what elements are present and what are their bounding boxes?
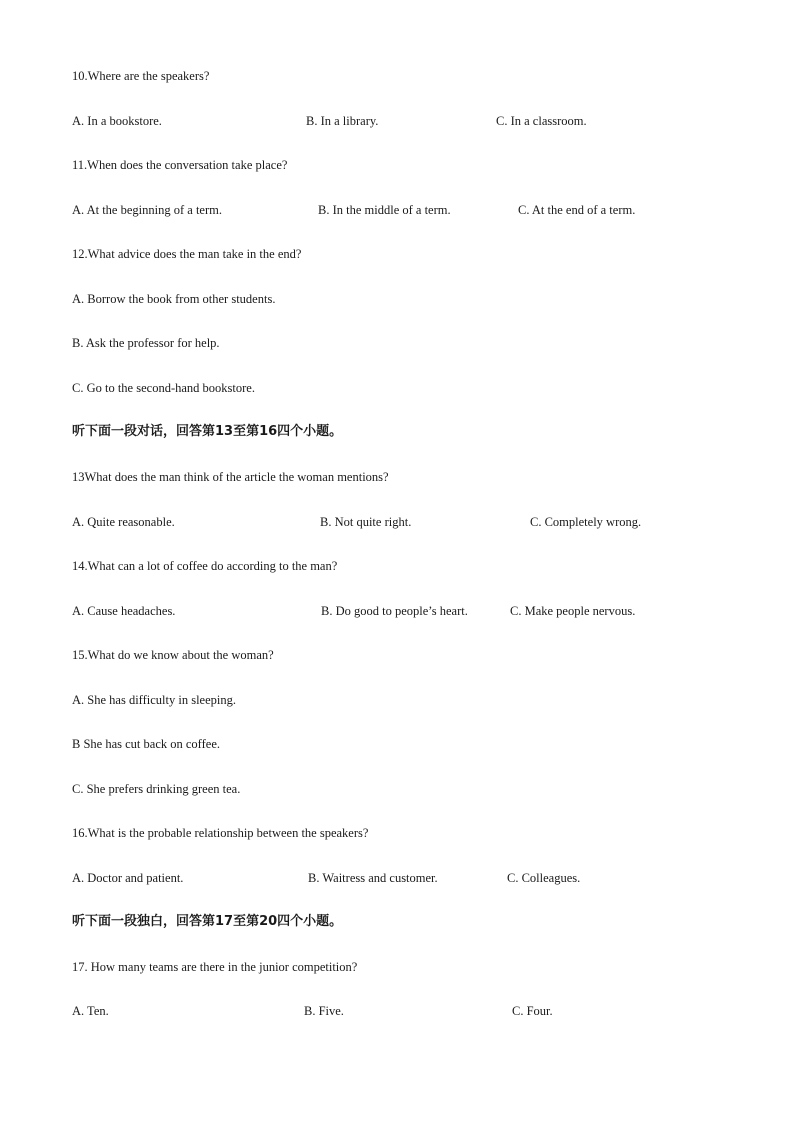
question-13-option-c: C. Completely wrong. xyxy=(530,515,642,529)
question-16-stem: 16.What is the probable relationship between the speakers? xyxy=(72,826,369,840)
question-17-option-a: A. Ten. xyxy=(72,1004,109,1018)
section-heading-dialogue: 听下面一段对话，回答第13至第16四个小题。 xyxy=(72,424,343,439)
question-17-option-b: B. Five. xyxy=(304,1004,344,1018)
question-11-option-b: B. In the middle of a term. xyxy=(318,203,451,217)
question-15-option-a: A. She has difficulty in sleeping. xyxy=(72,693,236,707)
question-15-stem: 15.What do we know about the woman? xyxy=(72,648,274,662)
question-14-option-c: C. Make people nervous. xyxy=(510,604,636,618)
question-11-stem: 11.When does the conversation take place? xyxy=(72,158,288,172)
question-17-option-c: C. Four. xyxy=(512,1004,553,1018)
question-10-stem: 10.Where are the speakers? xyxy=(72,69,210,83)
question-11-option-c: C. At the end of a term. xyxy=(518,203,636,217)
question-16-option-a: A. Doctor and patient. xyxy=(72,871,184,885)
question-12-option-b: B. Ask the professor for help. xyxy=(72,336,220,350)
question-15-option-c: C. She prefers drinking green tea. xyxy=(72,782,241,796)
question-11-option-a: A. At the beginning of a term. xyxy=(72,203,222,217)
question-13-option-a: A. Quite reasonable. xyxy=(72,515,175,529)
question-10-option-a: A. In a bookstore. xyxy=(72,114,162,128)
question-16-option-c: C. Colleagues. xyxy=(507,871,581,885)
question-12-stem: 12.What advice does the man take in the end? xyxy=(72,247,302,261)
section-heading-monologue: 听下面一段独白，回答第17至第20四个小题。 xyxy=(72,914,343,929)
question-14-stem: 14.What can a lot of coffee do according to the man? xyxy=(72,559,338,573)
question-10-option-c: C. In a classroom. xyxy=(496,114,587,128)
question-13-option-b: B. Not quite right. xyxy=(320,515,412,529)
question-13-stem: 13What does the man think of the article the woman mentions? xyxy=(72,470,389,484)
question-14-option-a: A. Cause headaches. xyxy=(72,604,176,618)
question-14-option-b: B. Do good to people’s heart. xyxy=(321,604,468,618)
question-15-option-b: B She has cut back on coffee. xyxy=(72,737,220,751)
question-17-stem: 17. How many teams are there in the junior competition? xyxy=(72,960,358,974)
question-10-option-b: B. In a library. xyxy=(306,114,379,128)
question-12-option-a: A. Borrow the book from other students. xyxy=(72,292,276,306)
question-16-option-b: B. Waitress and customer. xyxy=(308,871,438,885)
question-12-option-c: C. Go to the second-hand bookstore. xyxy=(72,381,255,395)
